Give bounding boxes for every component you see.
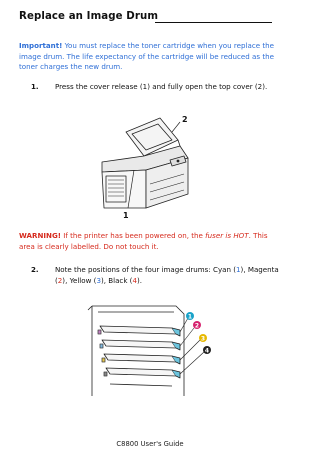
important-note xyxy=(19,41,281,73)
step-2-intro: Note the positions of the four image drums: Cyan ( xyxy=(55,265,237,274)
printer-open-cover-illustration xyxy=(88,110,200,224)
callout-2-leader xyxy=(172,122,180,132)
step-2-magenta-number: 2 xyxy=(57,275,63,285)
warning-text-before: If the printer has been powered on, the xyxy=(63,231,203,240)
step-2-end: ). xyxy=(136,275,142,285)
callout-magenta-label: 2 xyxy=(194,322,200,330)
page-footer: C8800 User's Guide xyxy=(116,440,184,448)
step-2-number: 2. xyxy=(31,265,39,274)
warning-text-after: . This area is clearly labelled. Do not touch it. xyxy=(19,231,268,251)
step-2-sep-1: ), Magenta ( xyxy=(55,265,279,285)
step-2-black-number: 4 xyxy=(132,275,137,285)
important-text: You must replace the toner cartridge when you replace the image drum. The life expectancy of the cartridge will be reduced as the toner charges the new drum. xyxy=(19,41,275,72)
image-drums-figure xyxy=(84,300,220,400)
title-rule xyxy=(155,22,272,23)
step-2-sep-2: ), Yellow ( xyxy=(62,275,97,285)
step-2-sep-3: ), Black ( xyxy=(100,275,133,285)
warning-note xyxy=(19,231,281,252)
image-drums-illustration xyxy=(84,300,220,400)
callout-black-label: 4 xyxy=(204,347,210,355)
step-2-cyan-number: 1 xyxy=(236,265,241,274)
step-2-yellow-number: 3 xyxy=(96,275,101,285)
important-lead: Important! xyxy=(19,41,63,50)
page-title: Replace an Image Drum xyxy=(19,11,159,22)
step-1-text: Press the cover release (1) and fully open the top cover (2). xyxy=(55,82,268,91)
step-1-number: 1. xyxy=(31,82,39,91)
callout-1-label: 1 xyxy=(123,211,129,220)
warning-italic: fuser is HOT xyxy=(205,231,249,240)
printer-cover-figure xyxy=(88,110,200,224)
warning-lead: WARNING! xyxy=(19,231,62,240)
callout-2-label: 2 xyxy=(182,115,188,124)
step-2-text xyxy=(55,265,281,286)
callout-cyan-label: 1 xyxy=(187,313,193,321)
callout-yellow-label: 3 xyxy=(200,335,206,343)
